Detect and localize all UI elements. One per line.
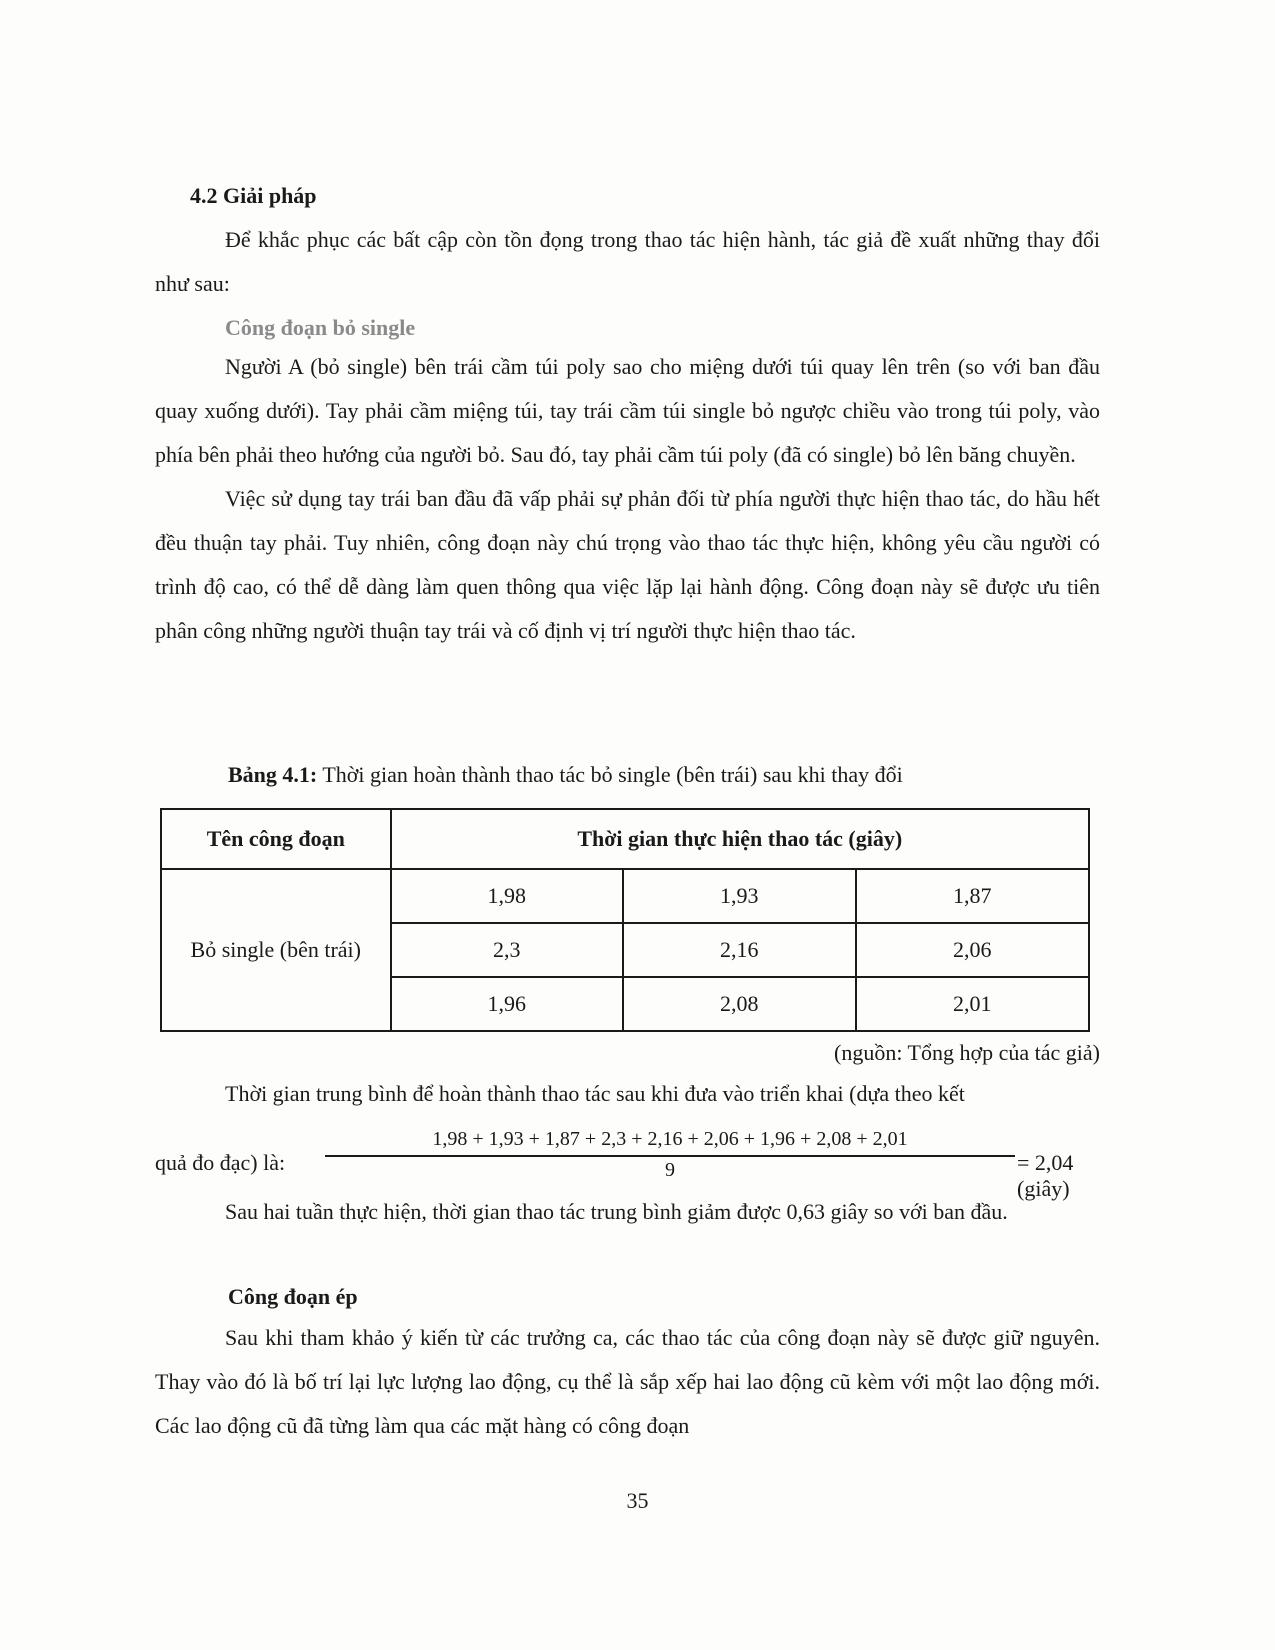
average-formula [155,1128,1100,1201]
formula-result: = 2,04 (giây) [1017,1150,1074,1201]
section-heading: 4.2 Giải pháp [190,183,317,208]
time-cell: 1,87 [856,869,1090,923]
time-cell: 1,98 [391,869,623,923]
time-cell: 1,96 [391,977,623,1031]
time-cell: 2,06 [856,923,1090,977]
table-source: (nguồn: Tổng hợp của tác giả) [834,1040,1100,1065]
table-caption [228,762,903,788]
single-stage-block [155,345,1100,653]
table-header-row [161,809,1089,869]
timing-table [160,808,1090,1032]
average-conclusion: Sau hai tuần thực hiện, thời gian thao tác trung bình giảm được 0,63 giây so với ban đầu. [225,1199,1008,1224]
table-caption-text: Thời gian hoàn thành thao tác bỏ single (bên trái) sau khi thay đổi [317,762,903,787]
press-stage-block [155,1316,1100,1448]
time-cell: 2,16 [623,923,855,977]
single-stage-paragraph-2: Việc sử dụng tay trái ban đầu đã vấp phải sự phản đối từ phía người thực hiện thao tác, do hầu hết đều thuận tay phải. Tuy nhiên, công đoạn này chú trọng vào thao tác thực hiện, không yêu cầu người có trình độ cao, có thể dễ dàng làm quen thông qua việc lặp lại hành động. Công đoạn này sẽ được ưu tiên phân công những người thuận tay trái và cố định vị trí người thực hiện thao tác. [155,486,1100,643]
intro-paragraph: Để khắc phục các bất cập còn tồn đọng trong thao tác hiện hành, tác giả đề xuất những thay đổi như sau: [155,227,1100,296]
average-intro-block [155,1072,1100,1116]
single-stage-heading: Công đoạn bỏ single [225,315,416,340]
formula-denominator: 9 [665,1159,675,1181]
time-cell: 2,01 [856,977,1090,1031]
header-stage: Tên công đoạn [161,809,391,869]
page-number: 35 [626,1488,649,1513]
header-time: Thời gian thực hiện thao tác (giây) [391,809,1089,869]
formula-numerator: 1,98 + 1,93 + 1,87 + 2,3 + 2,16 + 2,06 + 1,96 + 2,08 + 2,01 [325,1128,1015,1157]
table-row [161,869,1089,923]
average-intro: Thời gian trung bình để hoàn thành thao tác sau khi đưa vào triển khai (dựa theo kết [225,1081,965,1106]
conclusion-block [155,1190,1100,1234]
intro-block [155,218,1100,306]
time-cell: 1,93 [623,869,855,923]
press-stage-heading: Công đoạn ép [228,1284,358,1309]
formula-fraction [325,1128,1015,1182]
press-stage-paragraph: Sau khi tham khảo ý kiến từ các trưởng ca, các thao tác của công đoạn này sẽ được giữ nguyên. Thay vào đó là bố trí lại lực lượng lao động, cụ thể là sắp xếp hai lao động cũ kèm với một lao động mới. Các lao động cũ đã từng làm qua các mặt hàng có công đoạn [155,1325,1100,1438]
time-cell: 2,3 [391,923,623,977]
single-stage-paragraph-1: Người A (bỏ single) bên trái cầm túi poly sao cho miệng dưới túi quay lên trên (so với ban đầu quay xuống dưới). Tay phải cầm miệng túi, tay trái cầm túi single bỏ ngược chiều vào trong túi poly, vào phía bên phải theo hướng của người bỏ. Sau đó, tay phải cầm túi poly (đã có single) bỏ lên băng chuyền. [155,354,1100,467]
time-cell: 2,08 [623,977,855,1031]
stage-name-cell: Bỏ single (bên trái) [161,869,391,1031]
table-caption-label: Bảng 4.1: [228,762,318,787]
formula-prefix: quả đo đạc) là: [155,1150,286,1175]
